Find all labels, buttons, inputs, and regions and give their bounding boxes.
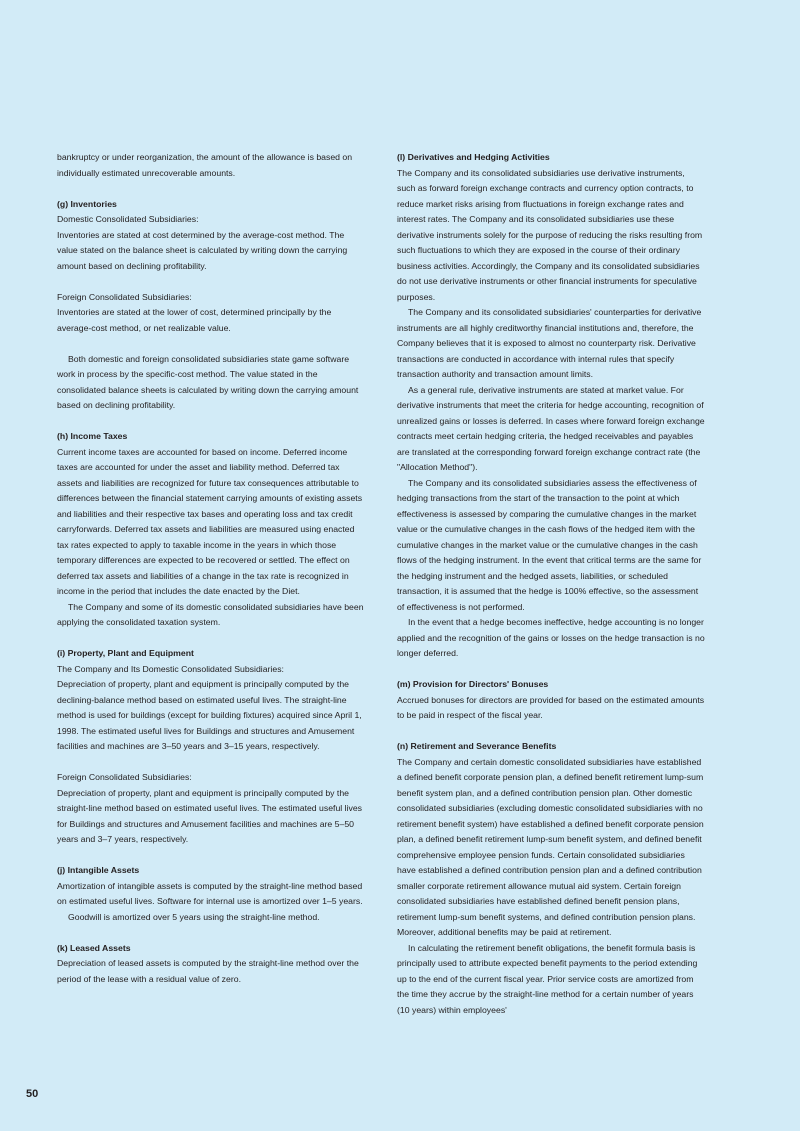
paragraph: As a general rule, derivative instruments are stated at market value. For derivative instruments that meet the criteria for hedge accounting, recognition of unrealized gains or losses is deferred. In cases where forward foreign exchange contracts meet certain hedging criteria, the hedged receivables and payables are translated at the corresponding forward foreign exchange contract rate (the "Allocation Method"). <box>397 384 705 472</box>
paragraph: Inventories are stated at the lower of cost, determined principally by the average-cost method, or net realizable value. <box>57 307 332 333</box>
page-number: 50 <box>26 1088 39 1100</box>
subheading: The Company and Its Domestic Consolidated Subsidiaries: <box>57 663 284 674</box>
paragraph: Depreciation of property, plant and equipment is principally computed by the straight-line method based on estimated useful lives. The estimated useful lives for Buildings and structures and Amusement facilities and machines are 5–50 years and 3–7 years, respectively. <box>57 787 363 844</box>
left-column <box>57 150 367 987</box>
paragraph: The Company and its consolidated subsidiaries' counterparties for derivative instruments are all highly creditworthy financial institutions and, therefore, the Company believes that it is exposed to almost no counterparty risk. Derivative transactions are conducted in accordance with internal rules that specify transaction authority and transaction amount limits. <box>397 307 702 379</box>
paragraph: The Company and its consolidated subsidiaries assess the effectiveness of hedging transactions from the start of the transaction to the point at which effectiveness is assessed by comparing the cumulative changes in the market value or the cumulative changes in the cash flows of the hedged item with the cumulative changes in the market value or the cumulative changes in the cash flows of the hedging instrument. In the event that critical terms are the same for the hedging instrument and the hedged assets, liabilities, or scheduled transaction, it is assumed that the hedge is 100% effective, so the assessment of effectiveness is not performed. <box>397 477 702 612</box>
paragraph: Inventories are stated at cost determined by the average-cost method. The value stated on the balance sheet is calculated by writing down the carrying amount based on declining profitability. <box>57 229 348 271</box>
paragraph: Goodwill is amortized over 5 years using the straight-line method. <box>68 911 320 922</box>
paragraph: Both domestic and foreign consolidated subsidiaries state game software work in process by the specific-cost method. The value stated in the consolidated balance sheets is calculated by writing down the carrying amount based on declining profitability. <box>57 353 359 410</box>
section-heading-leased-assets: (k) Leased Assets <box>57 942 131 953</box>
section-heading-income-taxes: (h) Income Taxes <box>57 431 128 441</box>
right-column <box>397 150 705 1018</box>
section-heading-intangible-assets: (j) Intangible Assets <box>57 865 140 875</box>
paragraph: Amortization of intangible assets is computed by the straight-line method based on estimated useful lives. Software for internal use is amortized over 1–5 years. <box>57 880 363 906</box>
subheading: Foreign Consolidated Subsidiaries: <box>57 291 192 302</box>
section-heading-inventories: (g) Inventories <box>57 198 117 209</box>
paragraph: Current income taxes are accounted for based on income. Deferred income taxes are accounted for under the asset and liability method. Deferred tax assets and liabilities are recognized for future tax consequences attributable to differences between the financial statement carrying amounts of existing assets and liabilities and their respective tax bases and operating loss and tax credit carryforwards. Deferred tax assets and liabilities are measured using enacted tax rates expected to apply to taxable income in the years in which those temporary differences are expected to be recovered or settled. The effect on deferred tax assets and liabilities of a change in the tax rate is recognized in income in the period that includes the date enacted by the Diet. <box>57 446 363 596</box>
paragraph: The Company and certain domestic consolidated subsidiaries have established a defined benefit corporate pension plan, a defined benefit retirement lump-sum benefit system plan, and a defined contribution pension plan. Other domestic consolidated subsidiaries (excluding domestic consolidated subsidiaries with no retirement benefit system) have established a defined benefit corporate pension plan, a defined benefit retirement lump-sum benefit system, and defined benefit comprehensive employee pension funds. Certain consolidated subsidiaries have established a defined contribution pension plan and a defined contribution smaller corporate retirement allowance mutual aid system. Certain foreign consolidated subsidiaries have established defined benefit pension plans, retirement lump-sum benefit systems, and defined contribution pension plans. Moreover, additional benefits may be paid at retirement. <box>397 756 704 937</box>
section-heading-property-plant-equipment: (i) Property, Plant and Equipment <box>57 648 194 658</box>
section-heading-retirement-benefits: (n) Retirement and Severance Benefits <box>397 741 557 751</box>
paragraph: Depreciation of leased assets is computed by the straight-line method over the period of the lease with a residual value of zero. <box>57 958 359 984</box>
paragraph: Accrued bonuses for directors are provided for based on the estimated amounts to be paid in respect of the fiscal year. <box>397 694 705 720</box>
paragraph: Depreciation of property, plant and equipment is principally computed by the declining-balance method based on estimated useful lives. The straight-line method is used for buildings (except for building fixtures) acquired since April 1, 1998. The estimated useful lives for Buildings and structures and Amusement facilities and machines are 3–50 years and 3–15 years, respectively. <box>57 679 362 751</box>
paragraph: In the event that a hedge becomes ineffective, hedge accounting is no longer applied and the recognition of the gains or losses on the hedge transaction is no longer deferred. <box>397 617 705 658</box>
section-heading-directors-bonuses: (m) Provision for Directors' Bonuses <box>397 679 549 689</box>
subheading: Domestic Consolidated Subsidiaries: <box>57 214 199 224</box>
paragraph: bankruptcy or under reorganization, the amount of the allowance is based on individually estimated unrecoverable amounts. <box>57 152 353 178</box>
paragraph: In calculating the retirement benefit obligations, the benefit formula basis is principally used to attribute expected benefit payments to the period extending up to the end of the current fiscal year. Prior service costs are amortized from the time they accrue by the straight-line method for a certain number of years (10 years) within employees' <box>397 942 698 1015</box>
paragraph: The Company and some of its domestic consolidated subsidiaries have been applying the consolidated taxation system. <box>57 601 364 627</box>
subheading: Foreign Consolidated Subsidiaries: <box>57 772 192 782</box>
paragraph: The Company and its consolidated subsidiaries use derivative instruments, such as forward foreign exchange contracts and currency option contracts, to reduce market risks arising from fluctuations in foreign exchange rates and interest rates. The Company and its consolidated subsidiaries use these derivative instruments solely for the purpose of reducing the risks resulting from such fluctuations to which they are exposed in the course of their ordinary business activities. Accordingly, the Company and its consolidated subsidiaries do not use derivative instruments or other financial instruments for speculative purposes. <box>397 167 703 302</box>
section-heading-derivatives: (l) Derivatives and Hedging Activities <box>397 152 550 162</box>
